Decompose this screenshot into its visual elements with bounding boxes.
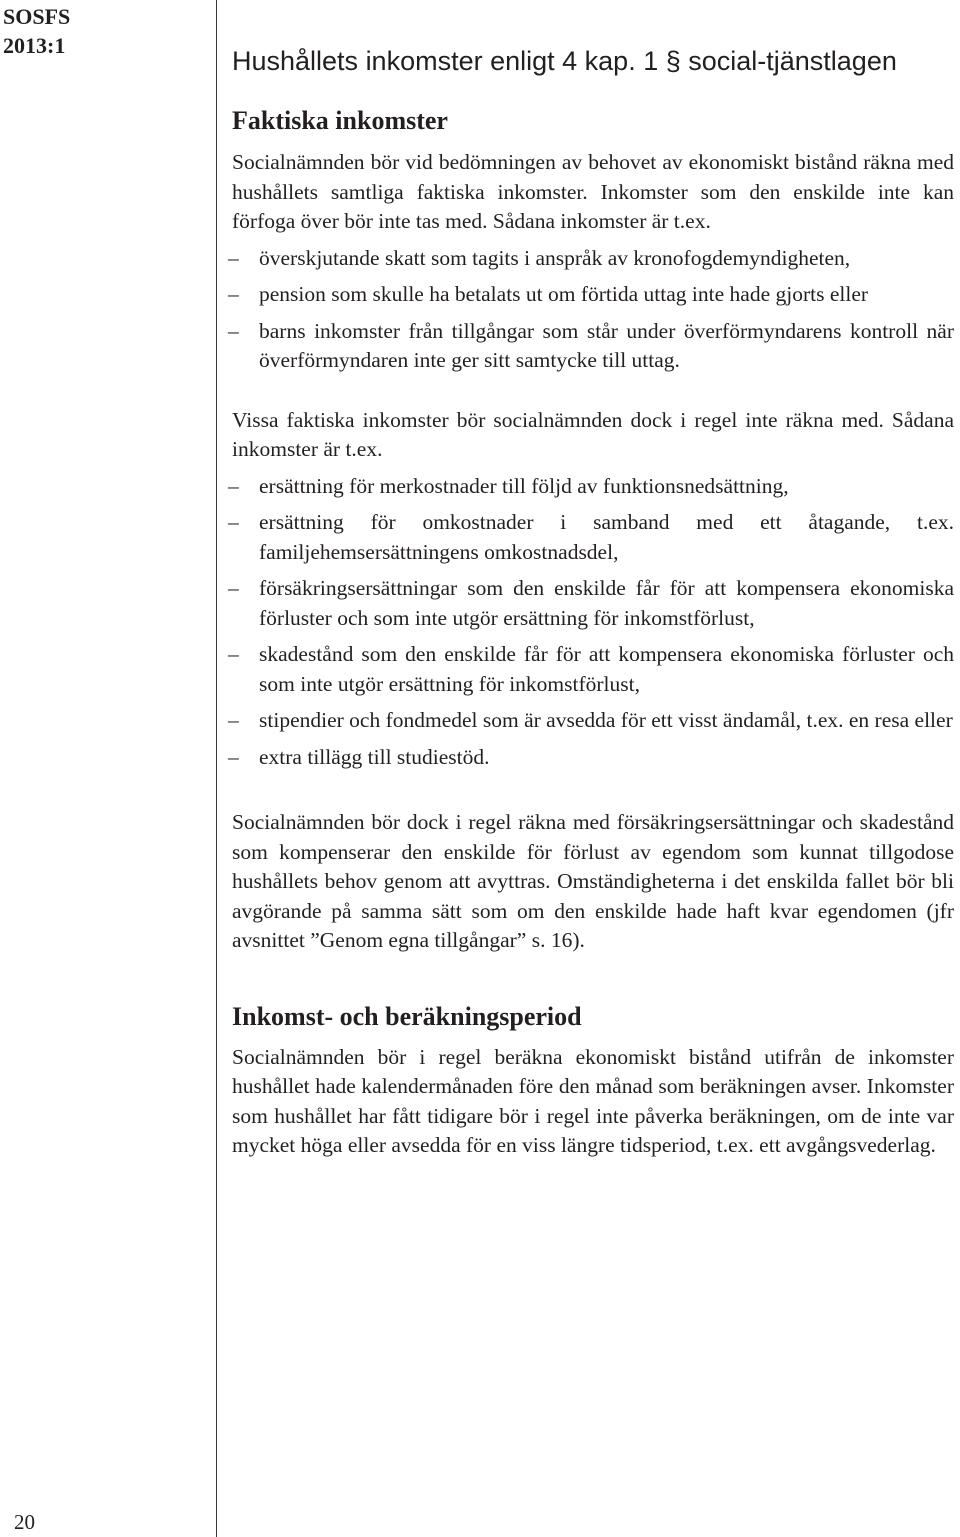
list-item: – överskjutande skatt som tagits i anspråk av kronofogdemyndigheten, <box>232 244 954 274</box>
list-item: – försäkringsersättningar som den enskilde får för att kompensera ekonomiska förluster och som inte utgör ersättning för inkomstförlust, <box>232 574 954 633</box>
section-heading-period: Inkomst- och beräkningsperiod <box>232 1001 582 1031</box>
series-label: SOSFS <box>3 4 71 29</box>
paragraph-faktiska-intro: Socialnämnden bör vid bedömningen av behovet av ekonomiskt bistånd räkna med hushållets samtliga faktiska inkomster. Inkomster som den enskilde inte kan förfoga över bör inte tas med. Sådana inkomster är t.ex. <box>232 150 954 233</box>
paragraph-excluded-intro: Vissa faktiska inkomster bör socialnämnden dock i regel inte räkna med. Sådana inkomster är t.ex. <box>232 407 954 461</box>
page-number: 20 <box>14 1510 35 1534</box>
list-item: – stipendier och fondmedel som är avsedda för ett visst ändamål, t.ex. en resa eller <box>232 706 954 736</box>
section-heading-faktiska: Faktiska inkomster <box>232 106 448 135</box>
paragraph-period: Socialnämnden bör i regel beräkna ekonomiskt bistånd utifrån de inkomster hushållet hade kalendermånaden före den månad som beräkningen avser. Inkomster som hushållet har fått tidigare bör i regel inte påverka beräkningen, om de inte var mycket höga eller avsedda för en viss längre tidsperiod, t.ex. ett avgångsvederlag. <box>232 1044 954 1157</box>
series-number: 2013:1 <box>3 33 66 58</box>
list-item: – extra tillägg till studiestöd. <box>232 743 954 773</box>
page-title: Hushållets inkomster enligt 4 kap. 1 § social-tjänstlagen <box>232 46 897 76</box>
paragraph-closing: Socialnämnden bör dock i regel räkna med försäkringsersättningar och skadestånd som kompenserar den enskilde för förlust av egendom som kunnat tillgodose hushållets behov genom att avyttras. Omständigheterna i det enskilda fallet bör bli avgörande på samma sätt som om den enskilde hade haft kvar egendomen (jfr avsnittet ”Genom egna tillgångar” s. 16). <box>232 810 954 952</box>
list-item: – skadestånd som den enskilde får för att kompensera ekonomiska förluster och som inte utgör ersättning för inkomstförlust, <box>232 640 954 699</box>
document-body <box>232 45 954 1161</box>
list-item: – pension som skulle ha betalats ut om förtida uttag inte hade gjorts eller <box>232 280 954 310</box>
list-item: – ersättning för merkostnader till följd av funktionsnedsättning, <box>232 472 954 502</box>
list-excluded <box>232 472 954 773</box>
publication-label <box>3 2 203 60</box>
list-included <box>232 244 954 376</box>
list-item: – barns inkomster från tillgångar som står under överförmyndarens kontroll när överförmyndaren inte ger sitt samtycke till uttag. <box>232 317 954 376</box>
margin-rule <box>216 0 217 1537</box>
list-item: – ersättning för omkostnader i samband med ett åtagande, t.ex. familjehemsersättningens omkostnadsdel, <box>232 508 954 567</box>
